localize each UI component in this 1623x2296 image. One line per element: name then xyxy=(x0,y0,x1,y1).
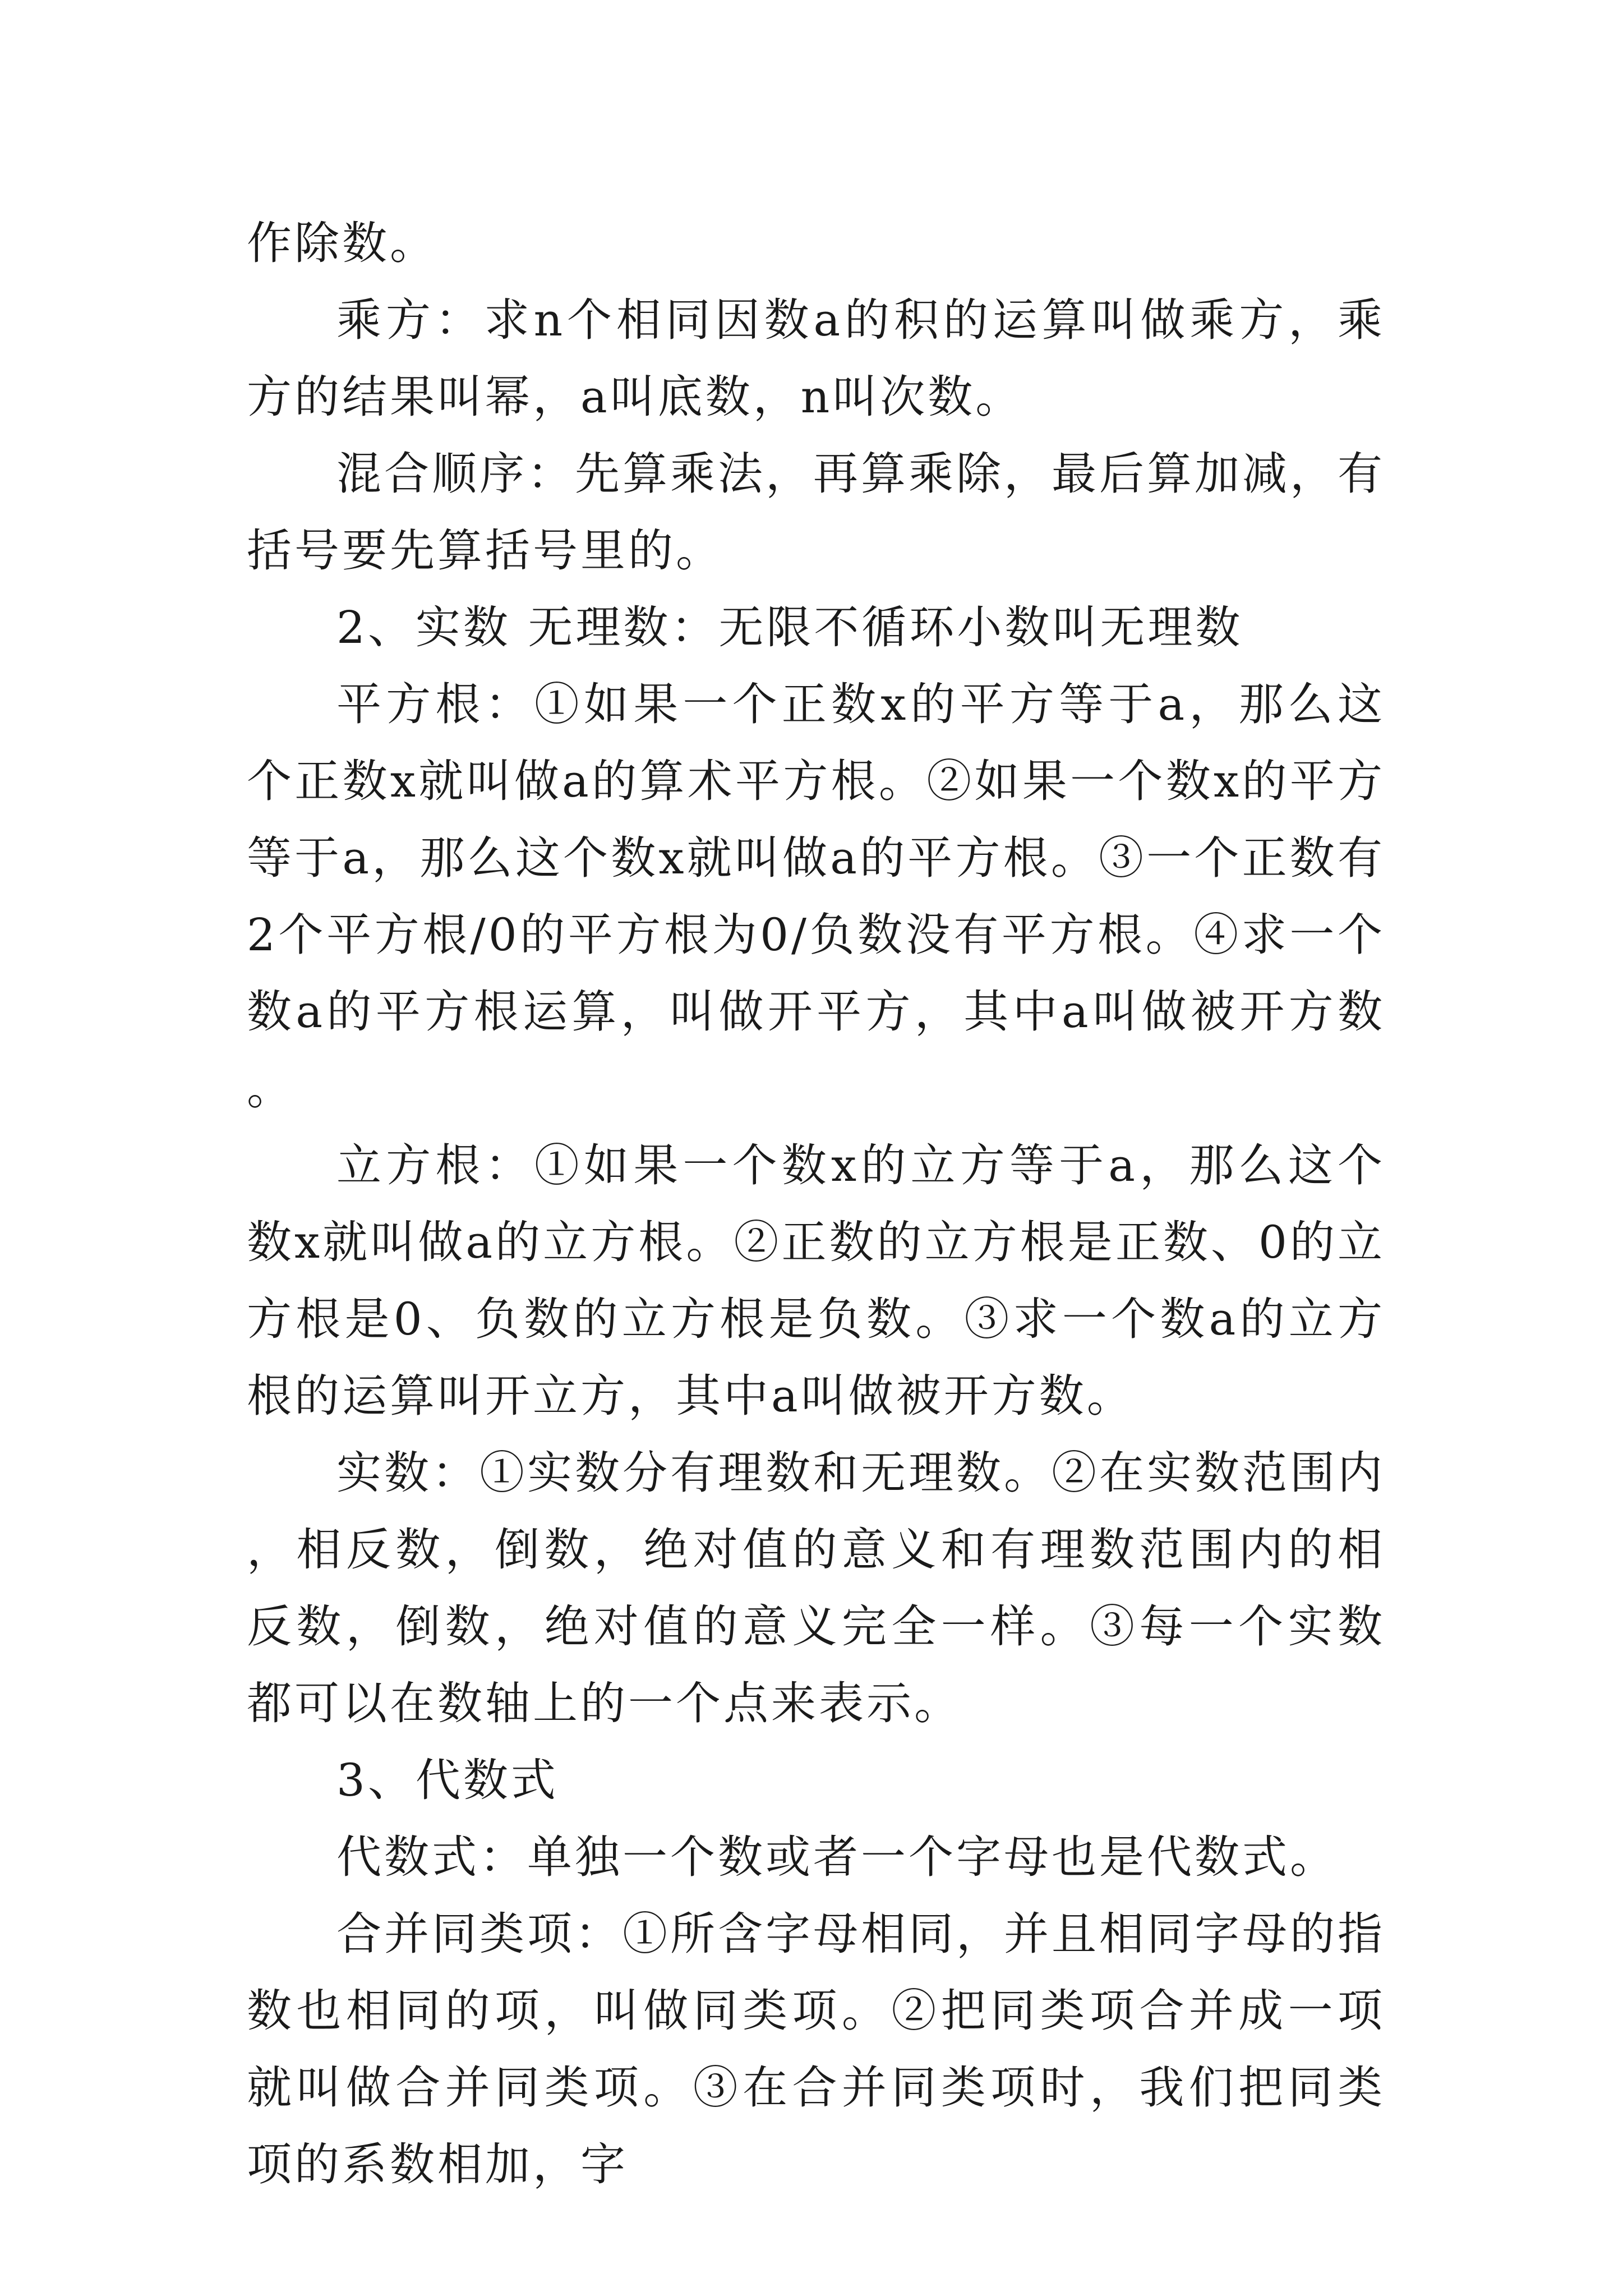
paragraph-like-terms: 合并同类项：①所含字母相同，并且相同字母的指数也相同的项，叫做同类项。②把同类项合并成一项就叫做合并同类项。③在合并同类项时，我们把同类项的系数相加，字 xyxy=(247,1908,1385,2191)
heading-algebraic-expressions: 3、代数式 xyxy=(336,1754,559,1806)
paragraph-cube-root: 立方根：①如果一个数x的立方等于a，那么这个数x就叫做a的立方根。②正数的立方根是正数、0的立方根是0、负数的立方根是负数。③求一个数a的立方根的运算叫开立方，其中a叫做被开方数。 xyxy=(247,1139,1385,1422)
document-body xyxy=(247,205,1385,2203)
paragraph-operation-order: 混合顺序：先算乘法，再算乘除，最后算加减，有括号要先算括号里的。 xyxy=(247,448,1385,577)
paragraph-continuation-divisor: 作除数。 xyxy=(247,217,437,269)
paragraph-square-root: 平方根：①如果一个正数x的平方等于a，那么这个正数x就叫做a的算术平方根。②如果一个数x的平方等于a，那么这个数x就叫做a的平方根。③一个正数有2个平方根/0的平方根为0/负数没有平方根。④求一个数a的平方根运算，叫做开平方，其中a叫做被开方数。 xyxy=(247,678,1385,1115)
heading-real-numbers: 2、实数 无理数：无限不循环小数叫无理数 xyxy=(336,601,1243,654)
paragraph-power: 乘方：求n个相同因数a的积的运算叫做乘方，乘方的结果叫幂，a叫底数，n叫次数。 xyxy=(247,294,1385,423)
paragraph-algebraic-expression: 代数式：单独一个数或者一个字母也是代数式。 xyxy=(336,1831,1338,1883)
paragraph-real-numbers: 实数：①实数分有理数和无理数。②在实数范围内，相反数，倒数，绝对值的意义和有理数范围内的相反数，倒数，绝对值的意义完全一样。③每一个实数都可以在数轴上的一个点来表示。 xyxy=(247,1447,1385,1729)
